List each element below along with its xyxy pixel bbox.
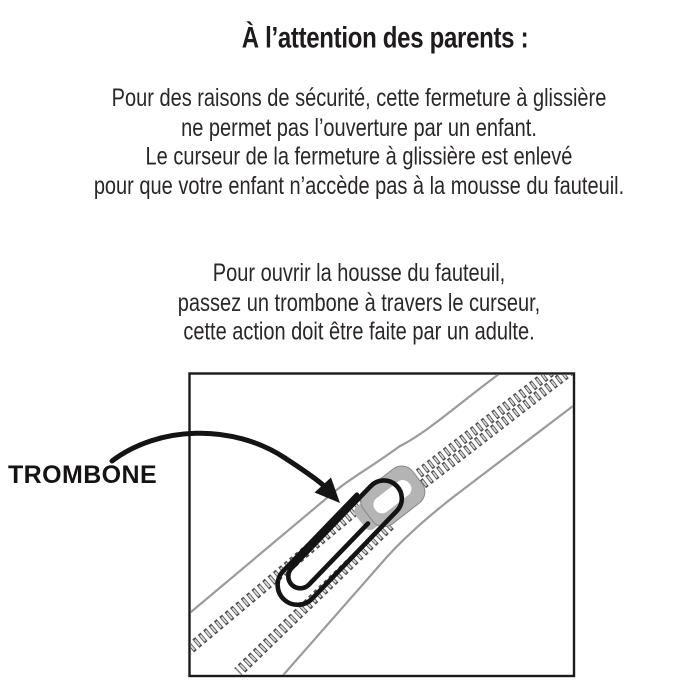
trombone-label: TROMBONE <box>8 461 158 489</box>
instructions-line-1: Pour ouvrir la housse du fauteuil, <box>212 260 506 288</box>
instructions-line-2: passez un trombone à travers le curseur, <box>177 289 541 317</box>
instructions-line-3: cette action doit être faite par un adulte. <box>183 318 535 346</box>
intro-line-1: Pour des raisons de sécurité, cette fermeture à glissière <box>111 85 607 113</box>
intro-line-3: Le curseur de la fermeture à glissière est enlevé <box>145 143 573 171</box>
intro-line-4: pour que votre enfant n’accède pas à la mousse du fauteuil. <box>93 172 625 200</box>
page-title: À l’attention des parents : <box>241 21 529 55</box>
intro-line-2: ne permet pas l’ouverture par un enfant. <box>181 114 537 142</box>
